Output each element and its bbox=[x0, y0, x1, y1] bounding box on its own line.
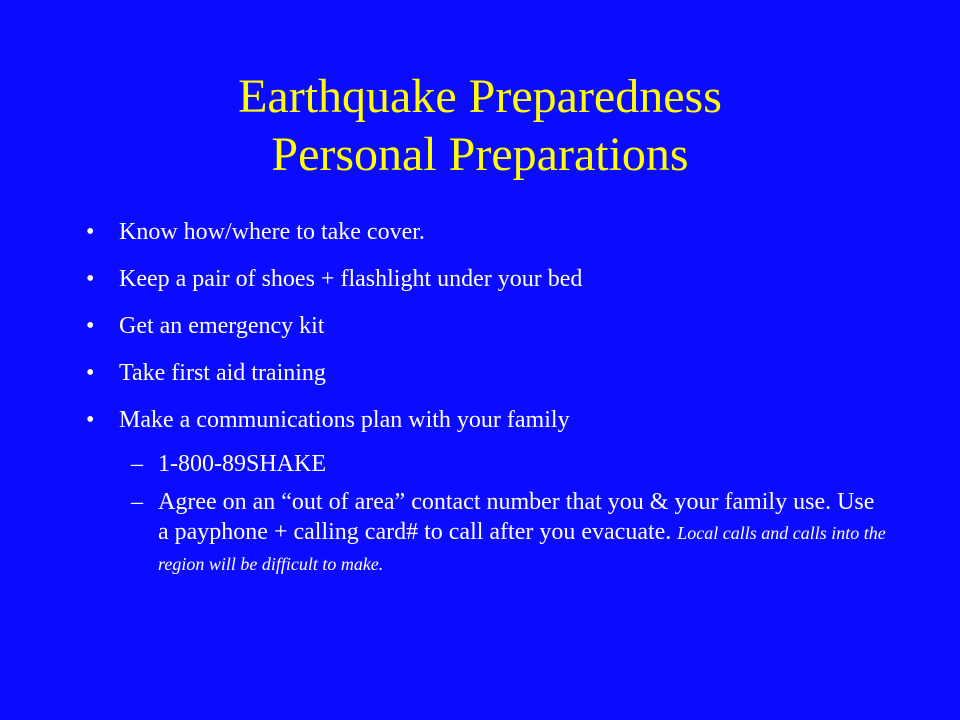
slide-title bbox=[0, 68, 960, 184]
sub-note: Local calls and calls into the region will be difficult to make. bbox=[158, 523, 886, 574]
sub-item bbox=[86, 449, 886, 479]
bullet-item bbox=[86, 359, 886, 387]
sub-marker: – bbox=[131, 451, 143, 477]
bullet-item bbox=[86, 218, 886, 246]
bullet-list bbox=[86, 218, 886, 591]
bullet-text: Take first aid training bbox=[119, 360, 326, 386]
bullet-text: Make a communications plan with your family bbox=[119, 407, 570, 433]
bullet-text: Get an emergency kit bbox=[119, 313, 325, 339]
sub-text: 1-800-89SHAKE bbox=[158, 451, 326, 477]
bullet-marker: • bbox=[86, 407, 95, 433]
sub-text: Agree on an “out of area” contact number that you & your family use. Use a payphone + calling card# to call after you evacuate. bbox=[158, 489, 875, 545]
bullet-marker: • bbox=[86, 313, 95, 339]
bullet-marker: • bbox=[86, 266, 95, 292]
bullet-item bbox=[86, 406, 886, 434]
bullet-item bbox=[86, 265, 886, 293]
sub-item bbox=[86, 487, 886, 579]
bullet-marker: • bbox=[86, 219, 95, 245]
title-line-1: Earthquake Preparedness bbox=[238, 70, 722, 123]
sub-marker: – bbox=[131, 489, 143, 515]
bullet-text: Keep a pair of shoes + flashlight under your bed bbox=[119, 266, 583, 292]
bullet-marker: • bbox=[86, 360, 95, 386]
bullet-text: Know how/where to take cover. bbox=[119, 219, 425, 245]
title-line-2: Personal Preparations bbox=[271, 128, 689, 181]
bullet-item bbox=[86, 312, 886, 340]
